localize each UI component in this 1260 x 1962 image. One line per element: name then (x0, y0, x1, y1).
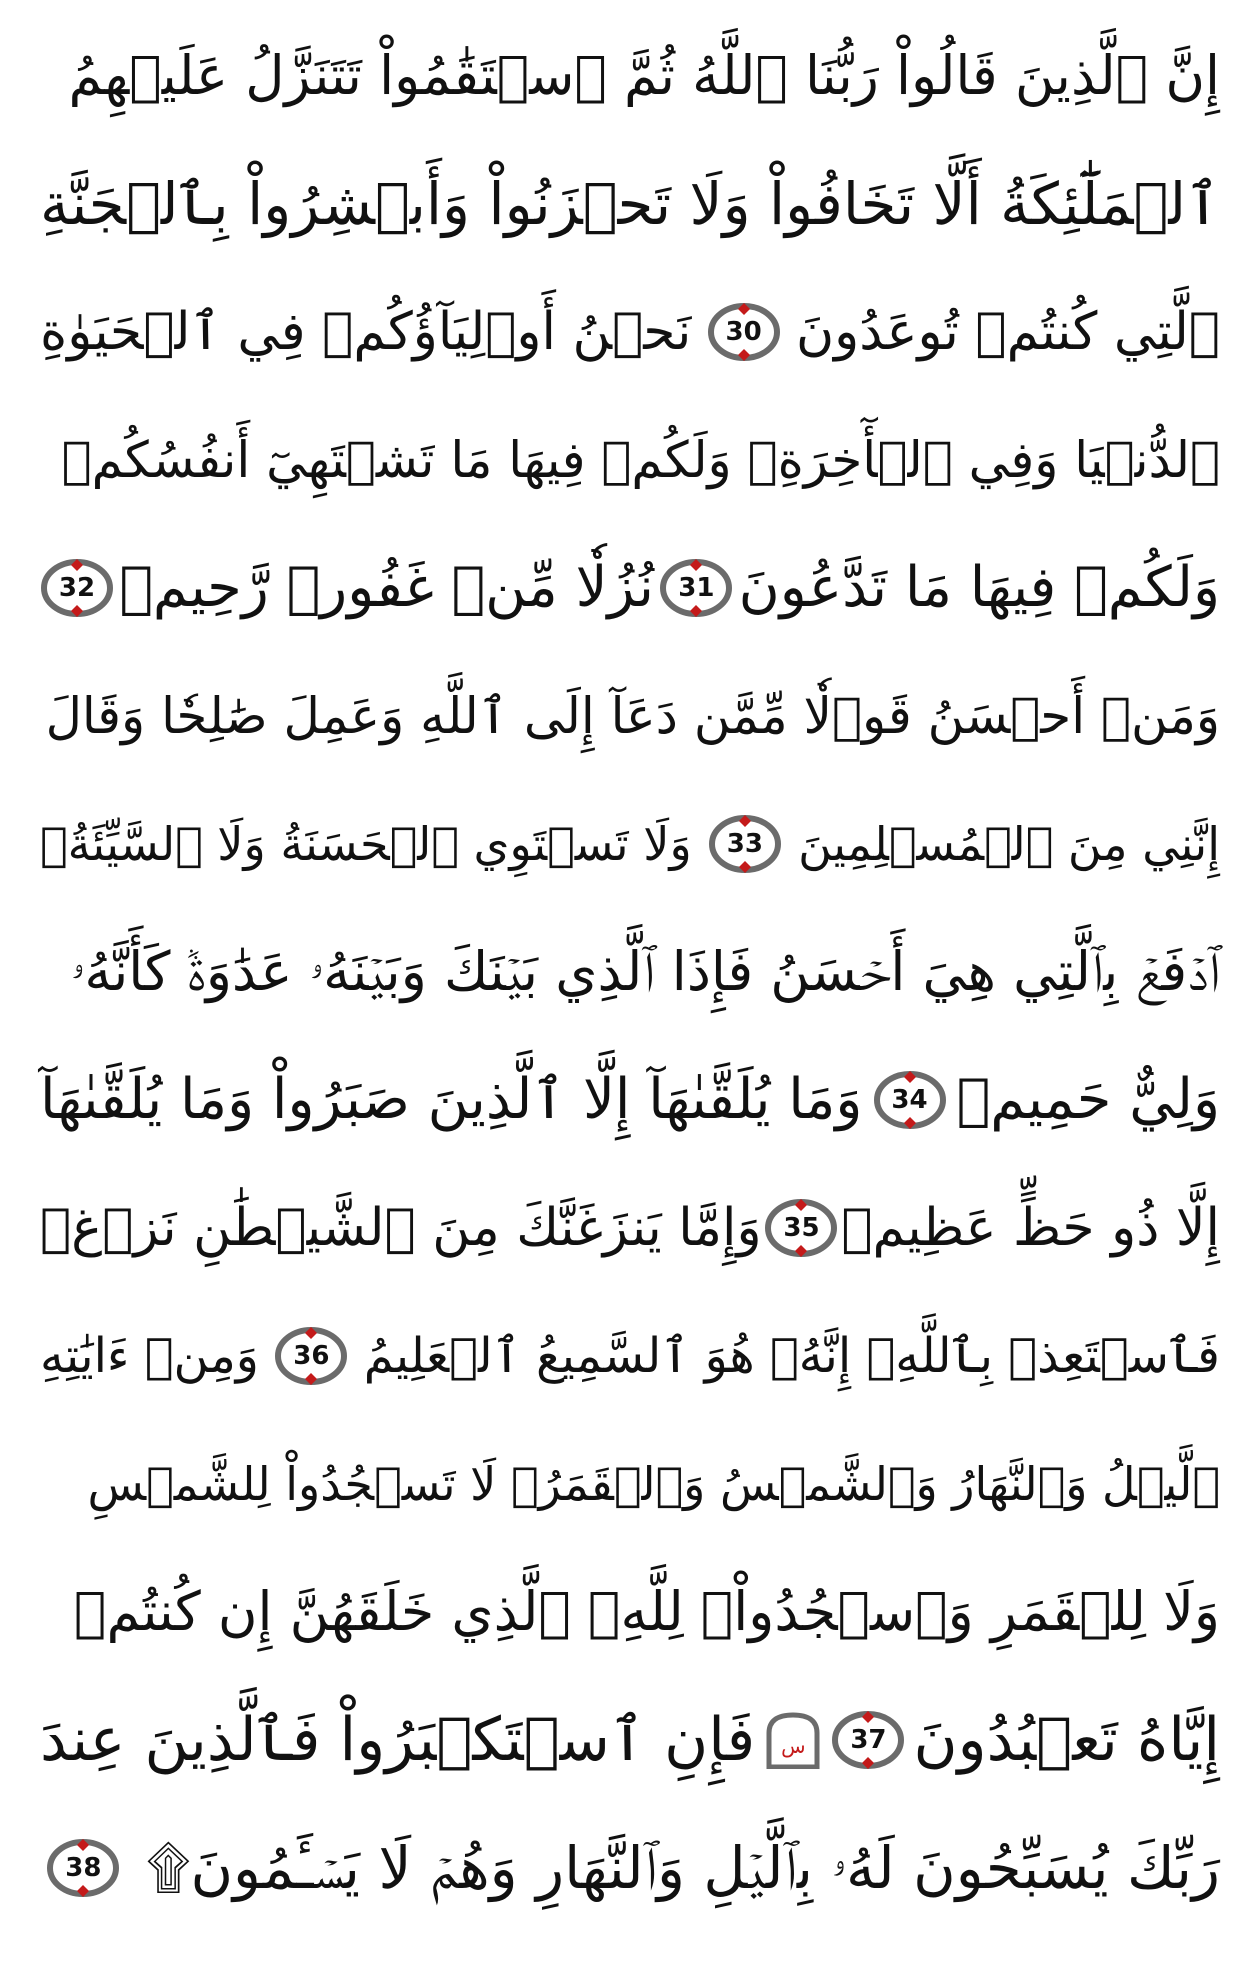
ayah-number: 36 (293, 1341, 330, 1371)
ayah-number-marker (831, 1709, 905, 1771)
verse-text: فَإِنِ ٱسۡتَكۡبَرُواْ فَٱلَّذِينَ عِندَ (40, 1705, 756, 1775)
verse-line-6 (40, 652, 1220, 780)
verse-text: وَلَا تَسۡتَوِي ٱلۡحَسَنَةُ وَلَا ٱلسَّيِّئَةُۚ (40, 817, 692, 871)
verse-line-7 (40, 780, 1220, 908)
verse-line-13 (40, 1548, 1220, 1676)
verse-text: ٱلَّيۡلُ وَٱلنَّهَارُ وَٱلشَّمۡسُ وَٱلۡقَمَرُۚ لَا تَسۡجُدُواْ لِلشَّمۡسِ (87, 1457, 1220, 1511)
sajda-marker (763, 1711, 823, 1769)
verse-line-4 (40, 396, 1220, 524)
verse-text: وَلَا لِلۡقَمَرِ وَٱسۡجُدُواْۤ لِلَّهِۤ ٱلَّذِي خَلَقَهُنَّ إِن كُنتُمۡ (74, 1580, 1220, 1643)
sajda-label: س (781, 1734, 806, 1758)
ayah-number: 37 (850, 1725, 887, 1755)
verse-line-3 (40, 268, 1220, 396)
verse-line-5 (40, 524, 1220, 652)
verse-line-14 (40, 1676, 1220, 1804)
verse-text: وَلَكُمۡ فِيهَا مَا تَدَّعُونَ (738, 555, 1220, 620)
ayah-number-marker (46, 1837, 120, 1899)
ayah-number-marker (274, 1325, 348, 1387)
verse-line-1 (40, 12, 1220, 140)
verse-text: ٱلدُّنۡيَا وَفِي ٱلۡأٓخِرَةِۖ وَلَكُمۡ فِيهَا مَا تَشۡتَهِيٓ أَنفُسُكُمۡ (61, 431, 1220, 489)
verse-text: ٱلۡمَلَٰٓئِكَةُ أَلَّا تَخَافُواْ وَلَا تَحۡزَنُواْ وَأَبۡشِرُواْ بِٱلۡجَنَّةِ (40, 170, 1220, 238)
verse-text: إِلَّا ذُو حَظٍّ عَظِيمٖ (841, 1198, 1220, 1258)
verse-text: وَلِيٌّ حَمِيمٞ (956, 1067, 1220, 1132)
verse-lines (40, 12, 1220, 1932)
ayah-number: 35 (783, 1213, 820, 1243)
verse-line-2 (40, 140, 1220, 268)
ayah-number: 33 (726, 829, 763, 859)
ayah-number: 32 (58, 573, 96, 603)
verse-text: إِنَّ ٱلَّذِينَ قَالُواْ رَبُّنَا ٱللَّهُ ثُمَّ ٱسۡتَقَٰمُواْ تَتَنَزَّلُ عَلَيۡهِمُ (68, 44, 1220, 107)
ayah-number-marker (40, 557, 114, 619)
ayah-number: 34 (891, 1085, 928, 1115)
verse-text: ٱدۡفَعۡ بِٱلَّتِي هِيَ أَحۡسَنُ فَإِذَا ٱلَّذِي بَيۡنَكَ وَبَيۡنَهُۥ عَدَٰوَةٞ كَأَنَّهُۥ (70, 940, 1220, 1003)
verse-line-12 (40, 1420, 1220, 1548)
verse-line-11 (40, 1292, 1220, 1420)
verse-text: إِيَّاهُ تَعۡبُدُونَ (913, 1705, 1220, 1775)
ayah-number-marker (708, 813, 782, 875)
ayah-number: 31 (678, 573, 715, 603)
ayah-number-marker (873, 1069, 947, 1131)
verse-text: إِنَّنِي مِنَ ٱلۡمُسۡلِمِينَ (798, 817, 1220, 871)
ayah-number-marker (764, 1197, 838, 1259)
verse-line-15 (40, 1804, 1220, 1932)
verse-text: وَإِمَّا يَنزَغَنَّكَ مِنَ ٱلشَّيۡطَٰنِ نَزۡغٞ (40, 1198, 762, 1258)
verse-text: ٱلَّتِي كُنتُمۡ تُوعَدُونَ (795, 302, 1220, 362)
verse-line-10 (40, 1164, 1220, 1292)
ayah-number: 38 (65, 1853, 102, 1883)
verse-text: نَحۡنُ أَوۡلِيَآؤُكُمۡ فِي ٱلۡحَيَوٰةِ (40, 302, 692, 362)
verse-text: وَمَنۡ أَحۡسَنُ قَوۡلٗا مِّمَّن دَعَآ إِلَى ٱللَّهِ وَعَمِلَ صَٰلِحٗا وَقَالَ (45, 687, 1220, 745)
verse-text: وَمِنۡ ءَايَٰتِهِ (40, 1328, 259, 1384)
verse-line-9 (40, 1036, 1220, 1164)
ayah-number-marker (707, 301, 781, 363)
ayah-number: 30 (725, 317, 762, 347)
ayah-number-marker (659, 557, 733, 619)
verse-line-8 (40, 908, 1220, 1036)
verse-text: فَٱسۡتَعِذۡ بِٱللَّهِۖ إِنَّهُۥ هُوَ ٱلسَّمِيعُ ٱلۡعَلِيمُ (363, 1328, 1220, 1384)
verse-text: نُزُلٗا مِّنۡ غَفُورٖ رَّحِيمٖ (119, 555, 655, 620)
verse-text: رَبِّكَ يُسَبِّحُونَ لَهُۥ بِٱلَّيۡلِ وَٱلنَّهَارِ وَهُمۡ لَا يَسۡـَٔمُونَ۩ (146, 1834, 1220, 1902)
verse-text: وَمَا يُلَقَّىٰهَآ إِلَّا ٱلَّذِينَ صَبَرُواْ وَمَا يُلَقَّىٰهَآ (40, 1067, 863, 1132)
